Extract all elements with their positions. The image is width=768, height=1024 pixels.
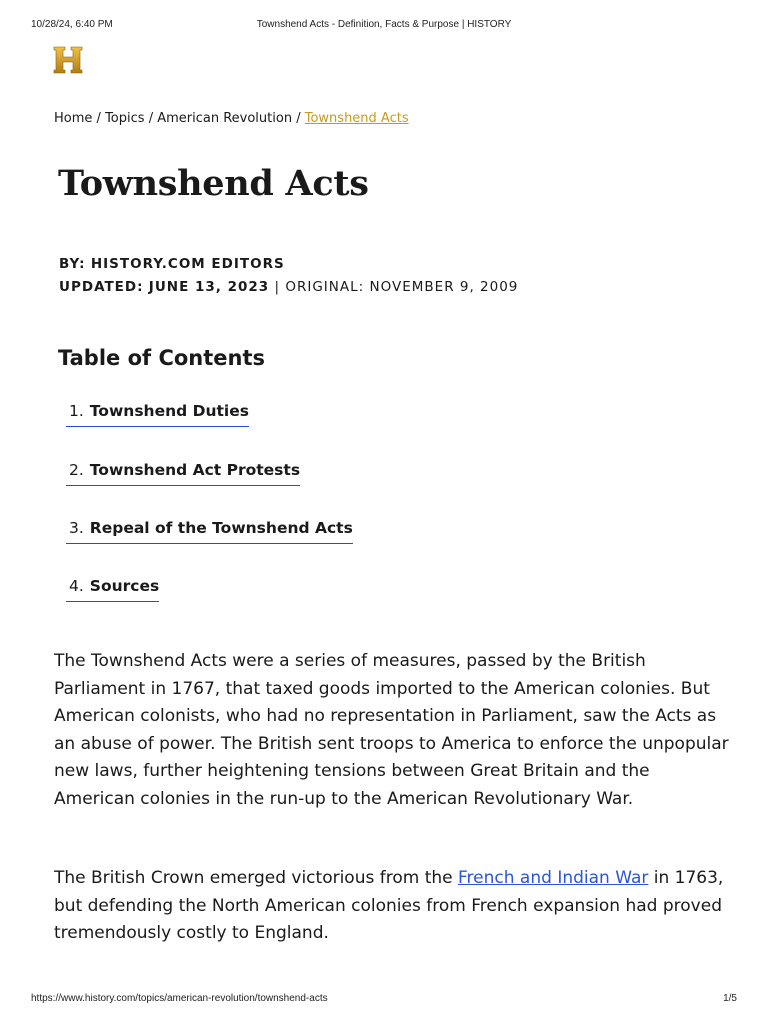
original-date: NOVEMBER 9, 2009: [369, 279, 519, 295]
breadcrumb-current[interactable]: Townshend Acts: [304, 111, 409, 126]
toc-link-protests[interactable]: Townshend Act Protests: [89, 461, 301, 479]
byline-label: BY:: [59, 256, 86, 272]
byline-dates-row: [59, 276, 518, 299]
toc-item-number: 4.: [69, 577, 84, 595]
print-page-title: Townshend Acts - Definition, Facts & Purpose | HISTORY: [256, 19, 512, 30]
toc-item[interactable]: [66, 457, 300, 486]
toc-item[interactable]: [66, 398, 249, 427]
byline-author: HISTORY.COM EDITORS: [90, 256, 285, 272]
toc-item[interactable]: [66, 573, 159, 602]
paragraph-text: in 1763, but defending the North American colonies from French expansion had proved tremendously costly to England.: [54, 868, 724, 943]
breadcrumb-separator: /: [96, 111, 101, 126]
date-divider: |: [274, 279, 281, 295]
paragraph-text: The British Crown emerged victorious from the: [54, 868, 459, 888]
article-byline: [59, 253, 518, 299]
page-title: Townshend Acts: [58, 163, 369, 204]
original-label: ORIGINAL:: [285, 279, 365, 295]
breadcrumb-separator: /: [296, 111, 301, 126]
byline-author-row: [59, 253, 518, 276]
print-datetime: 10/28/24, 6:40 PM: [31, 19, 113, 30]
toc-item-number: 3.: [69, 519, 84, 537]
toc-item[interactable]: [66, 515, 353, 544]
article-paragraph: [54, 865, 734, 948]
toc-item-number: 2.: [69, 461, 84, 479]
print-footer: [0, 993, 768, 1007]
updated-label: UPDATED:: [59, 279, 144, 295]
breadcrumb-topics[interactable]: Topics: [105, 111, 145, 126]
history-logo-icon[interactable]: [52, 44, 84, 76]
breadcrumb: [54, 111, 409, 126]
print-page-number: 1/5: [723, 993, 737, 1004]
article-paragraph: The Townshend Acts were a series of measures, passed by the British Parliament in 1767, that taxed goods imported to the American colonies. But American colonists, who had no representation in Parliament, saw the Acts as an abuse of power. The British sent troops to America to enforce the unpopular new laws, further heightening tensions between Great Britain and the American colonies in the run-up to the American Revolutionary War.: [54, 651, 729, 809]
print-url: https://www.history.com/topics/american-revolution/townshend-acts: [31, 993, 328, 1004]
breadcrumb-american-revolution[interactable]: American Revolution: [157, 111, 293, 126]
updated-date: JUNE 13, 2023: [148, 279, 270, 295]
breadcrumb-separator: /: [148, 111, 154, 126]
toc-title: Table of Contents: [58, 346, 266, 370]
toc-item-number: 1.: [69, 402, 84, 420]
toc-link-repeal[interactable]: Repeal of the Townshend Acts: [89, 519, 353, 537]
breadcrumb-home[interactable]: Home: [54, 111, 93, 126]
print-header: [0, 19, 768, 33]
french-and-indian-war-link[interactable]: French and Indian War: [458, 868, 649, 888]
toc-link-sources[interactable]: Sources: [89, 577, 160, 595]
toc-link-townshend-duties[interactable]: Townshend Duties: [89, 402, 249, 420]
